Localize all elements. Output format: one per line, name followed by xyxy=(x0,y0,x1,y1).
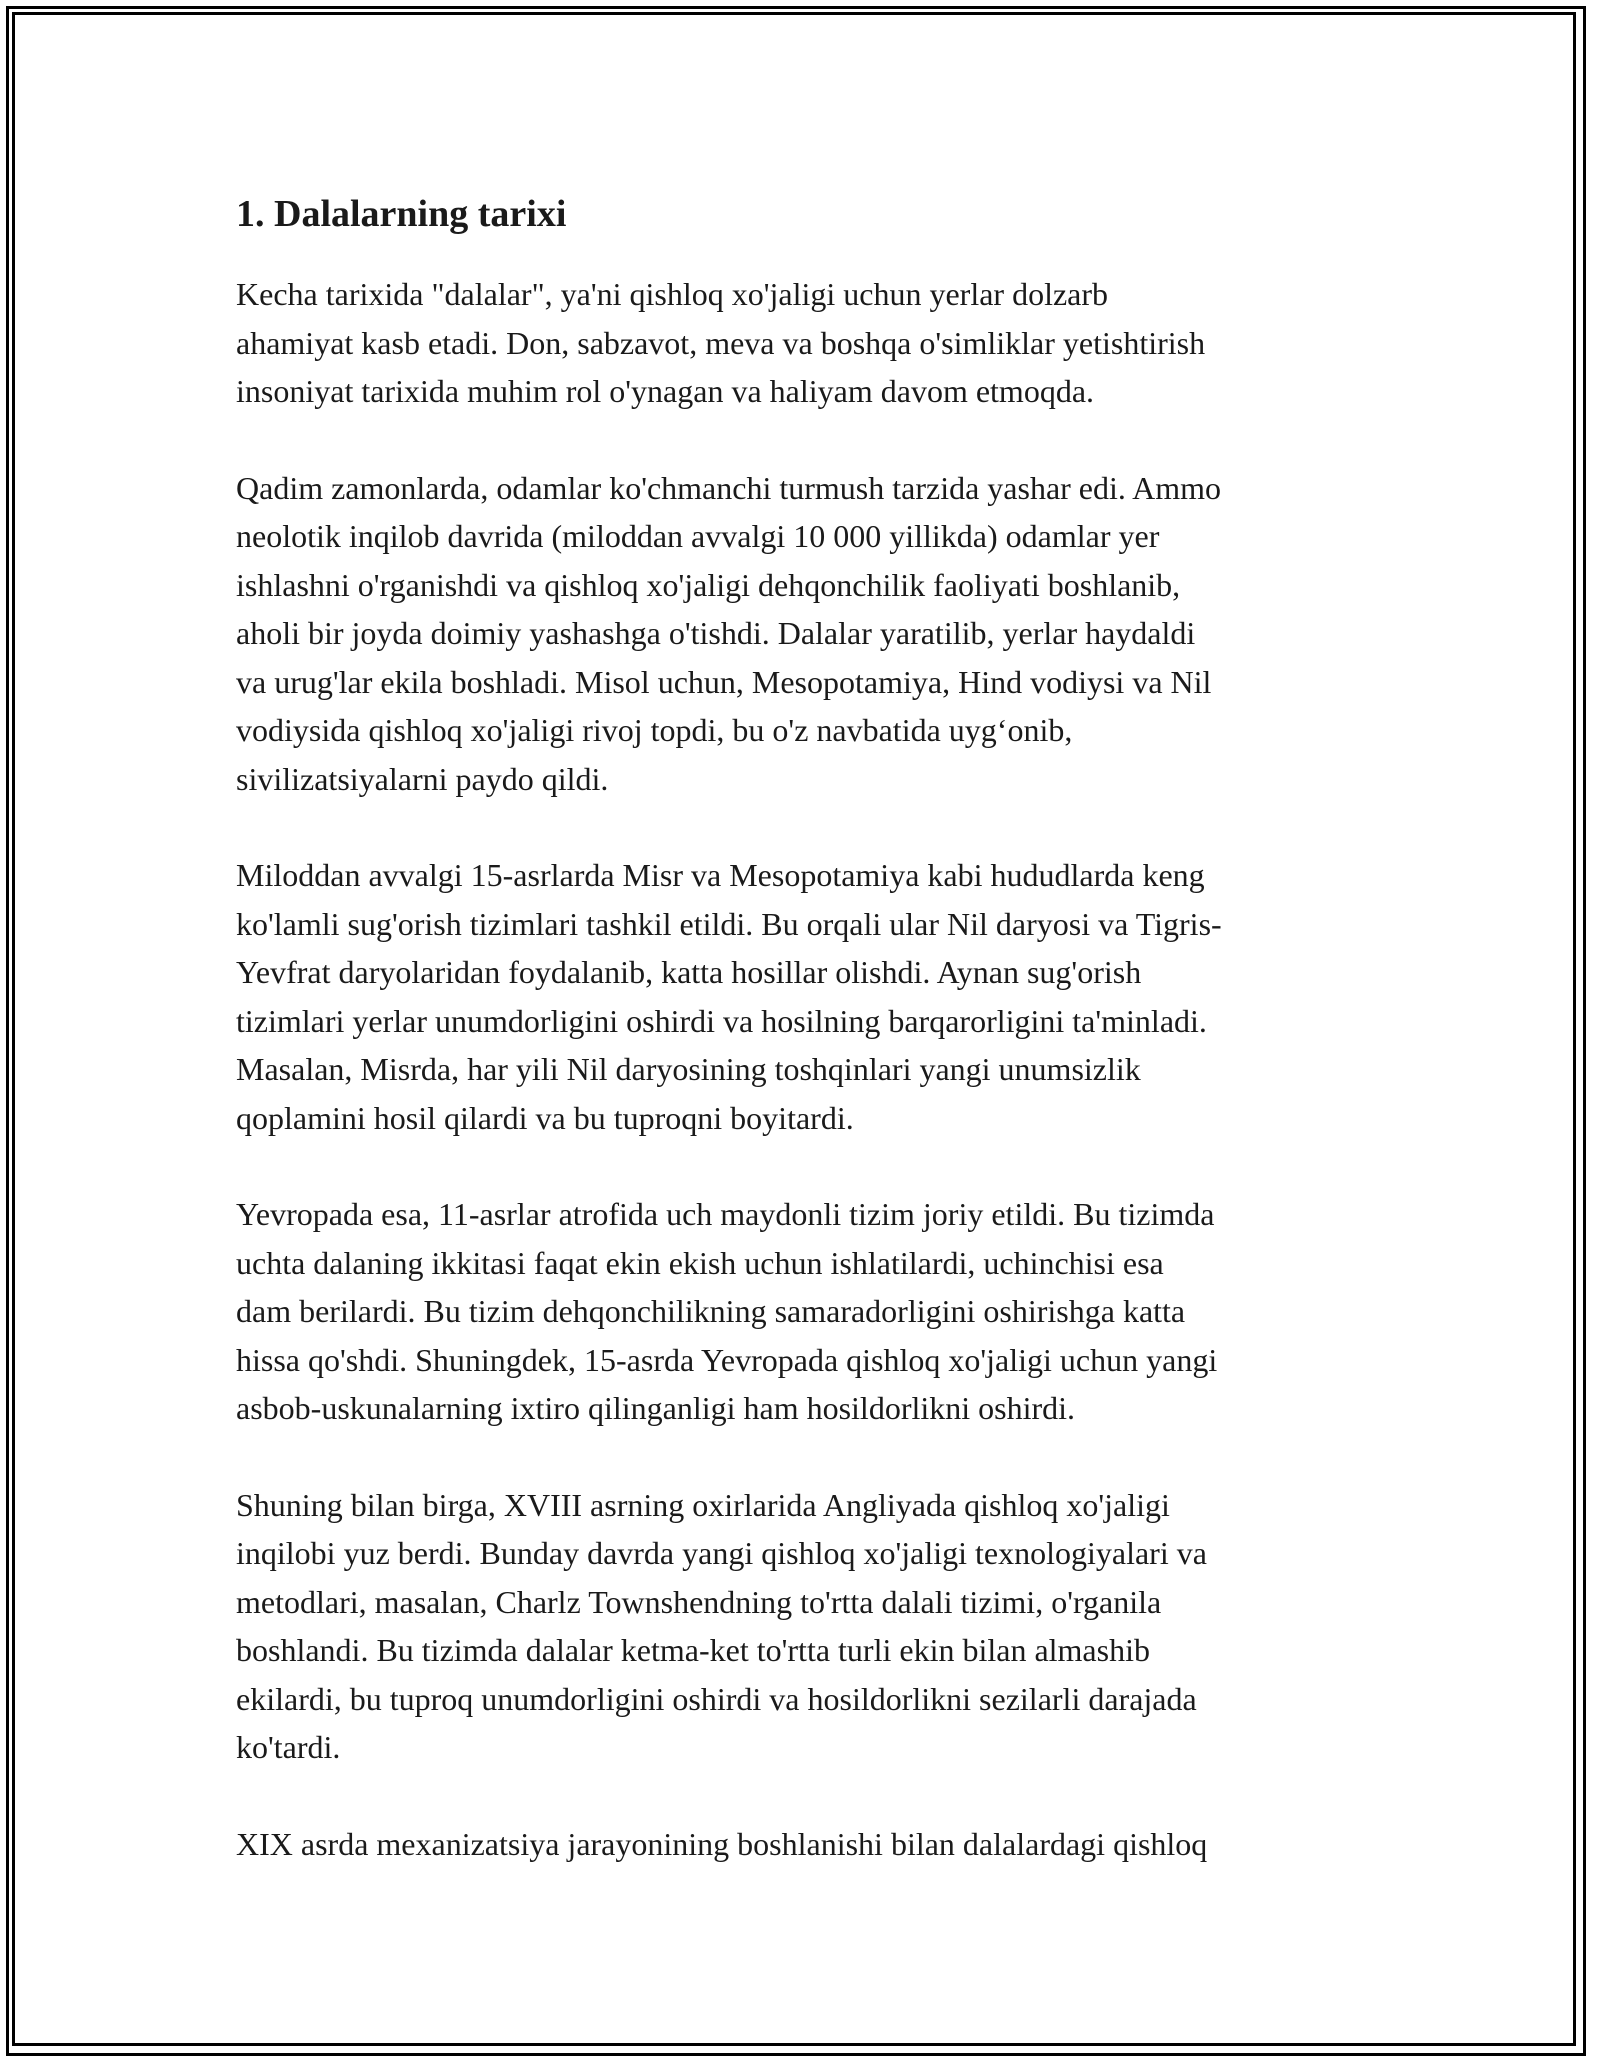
text-line: boshlandi. Bu tizimda dalalar ketma-ket to'rtta turli ekin bilan almashib xyxy=(236,1632,1150,1668)
paragraph-3 xyxy=(236,851,1376,1142)
text-line: aholi bir joyda doimiy yashashga o'tishdi. Dalalar yaratilib, yerlar haydaldi xyxy=(236,615,1196,651)
paragraph-4 xyxy=(236,1190,1376,1433)
text-line: hissa qo'shdi. Shuningdek, 15-asrda Yevropada qishloq xo'jaligi uchun yangi xyxy=(236,1341,1218,1378)
text-line: Yevfrat daryolaridan foydalanib, katta hosillar olishdi. Aynan sug'orish xyxy=(236,954,1142,990)
text-line: vodiysida qishloq xo'jaligi rivoj topdi, bu o'z navbatida uyg‘onib, xyxy=(236,712,1073,748)
document-body xyxy=(236,188,1376,1916)
text-line: Yevropada esa, 11-asrlar atrofida uch maydonli tizim joriy etildi. Bu tizimda xyxy=(236,1196,1215,1232)
text-line: XIX asrda mexanizatsiya jarayonining boshlanishi bilan dalalardagi qishloq xyxy=(236,1825,1208,1862)
text-line: asbob-uskunalarning ixtiro qilinganligi ham hosildorlikni oshirdi. xyxy=(236,1390,1076,1426)
paragraph-2 xyxy=(236,464,1376,804)
text-line: Qadim zamonlarda, odamlar ko'chmanchi turmush tarzida yashar edi. Ammo xyxy=(236,469,1222,506)
text-line: metodlari, masalan, Charlz Townshendning to'rtta dalali tizimi, o'rganila xyxy=(236,1583,1162,1620)
text-line: neolotik inqilob davrida (miloddan avvalgi 10 000 yillikda) odamlar yer xyxy=(236,518,1160,554)
paragraph-5 xyxy=(236,1481,1376,1772)
text-line: tizimlari yerlar unumdorligini oshirdi va hosilning barqarorligini ta'minladi. xyxy=(236,1002,1207,1039)
text-line: dam berilardi. Bu tizim dehqonchilikning samaradorligini oshirishga katta xyxy=(236,1293,1186,1329)
text-line: ekilardi, bu tuproq unumdorligini oshirdi va hosildorlikni sezilarli darajada xyxy=(236,1680,1197,1717)
text-line: Miloddan avvalgi 15-asrlarda Misr va Mesopotamiya kabi hududlarda keng xyxy=(236,857,1205,893)
text-line: uchta dalaning ikkitasi faqat ekin ekish uchun ishlatilardi, uchinchisi esa xyxy=(236,1244,1164,1281)
paragraph-1 xyxy=(236,270,1376,416)
section-heading: 1. Dalalarning tarixi xyxy=(236,193,567,235)
text-line: qoplamini hosil qilardi va bu tuproqni boyitardi. xyxy=(236,1099,854,1136)
text-line: inqilobi yuz berdi. Bunday davrda yangi qishloq xo'jaligi texnologiyalari va xyxy=(236,1535,1207,1571)
text-line: Masalan, Misrda, har yili Nil daryosining toshqinlari yangi unumsizlik xyxy=(236,1051,1141,1087)
text-line: sivilizatsiyalarni paydo qildi. xyxy=(236,760,609,797)
text-line: ko'tardi. xyxy=(236,1729,341,1765)
text-line: ko'lamli sug'orish tizimlari tashkil etildi. Bu orqali ular Nil daryosi va Tigris- xyxy=(236,905,1222,942)
text-line: insoniyat tarixida muhim rol o'ynagan va haliyam davom etmoqda. xyxy=(236,373,1095,409)
text-line: Shuning bilan birga, XVIII asrning oxirlarida Angliyada qishloq xo'jaligi xyxy=(236,1486,1170,1523)
paragraph-6 xyxy=(236,1820,1376,1869)
text-line: ahamiyat kasb etadi. Don, sabzavot, meva va boshqa o'simliklar yetishtirish xyxy=(236,324,1206,361)
text-line: Kecha tarixida "dalalar", ya'ni qishloq xo'jaligi uchun yerlar dolzarb xyxy=(236,276,1109,312)
text-line: va urug'lar ekila boshladi. Misol uchun, Mesopotamiya, Hind vodiysi va Nil xyxy=(236,663,1212,700)
text-line: ishlashni o'rganishdi va qishloq xo'jaligi dehqonchilik faoliyati boshlanib, xyxy=(236,566,1181,603)
